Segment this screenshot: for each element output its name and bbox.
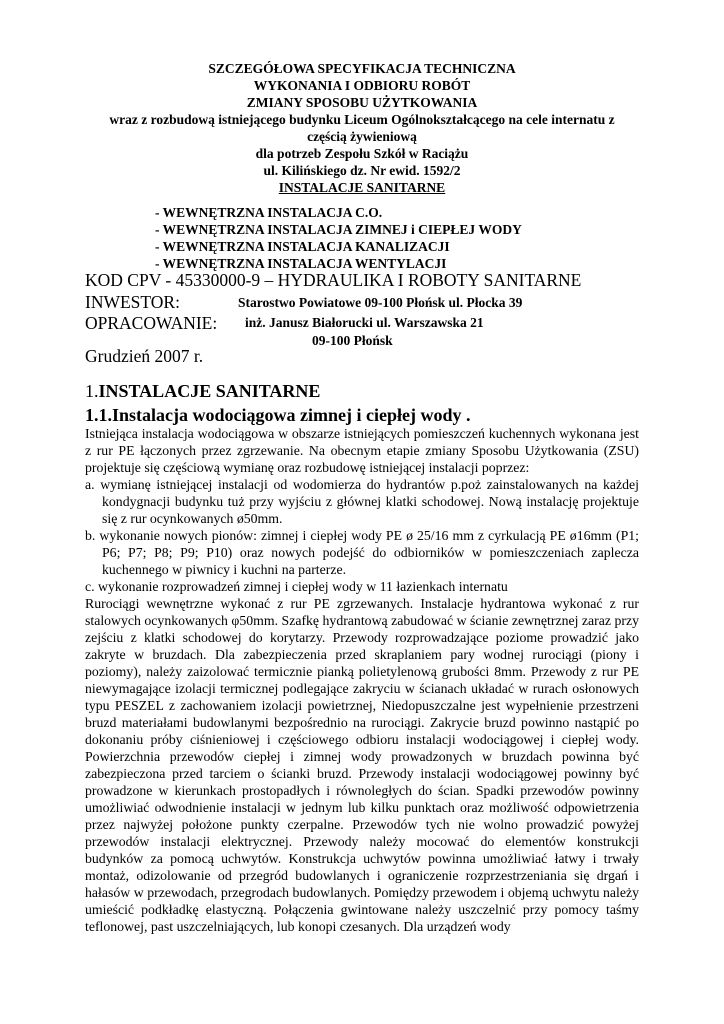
author-city: 09-100 Płońsk [312,333,393,348]
scope-item: - WEWNĘTRZNA INSTALACJA WENTYLACJI [155,256,447,271]
investor-value: Starostwo Powiatowe 09-100 Płońsk ul. Płocka 39 [238,295,523,310]
body-text [85,425,639,935]
author-value: inż. Janusz Białorucki ul. Warszawska 21 [245,315,484,330]
scope-item: - WEWNĘTRZNA INSTALACJA C.O. [155,205,383,220]
section-number: 1. [85,381,99,401]
author-label: OPRACOWANIE: [85,313,218,333]
section-heading [85,380,320,402]
header-section-title: INSTALACJE SANITARNE [278,180,446,195]
header-line: SZCZEGÓŁOWA SPECYFIKACJA TECHNICZNA [208,61,516,76]
list-item: a. wymianę istniejącej instalacji od wodomierza do hydrantów p.poż zainstalowanych na każdej kondygnacji budynku tuż przy wyjściu z głównej klatki schodowej. Nową instalację projektuje się z rur ocynkowanych ø50mm. [85,477,639,526]
header-line: ul. Kilińskiego dz. Nr ewid. 1592/2 [263,163,461,178]
header-line: wraz z rozbudową istniejącego budynku Liceum Ogólnokształcącego na cele internatu z [109,112,615,127]
main-paragraph: Rurociągi wewnętrzne wykonać z rur PE zgrzewanych. Instalacje hydrantowa wykonać z rur stalowych ocynkowanych φ50mm. Szafkę hydrantową zabudować w ścianie zewnętrznej zaraz przy zejściu z klatki schodowej do korytarzy. Przewody rozprowadzające poziome prowadzić jako zakryte w bruzdach. Dla zabezpieczenia przed skraplaniem pary wodnej rurociągi (piony i poziomy), należy zaizolować termicznie pianką polietylenową grubości 8mm. Przewody z rur PE niewymagające izolacji termicznej podlegające zakryciu w ścianach układać w rurach osłonowych typu PESZEL z zachowaniem izolacji powietrznej, Niedopuszczalne jest wypełnienie przestrzeni bruzd materiałami budowlanymi bezpośrednio na rurociągi. Zakrycie bruzd powinno nastąpić po dokonaniu próby ciśnieniowej i częściowego odbioru instalacji wodociągowej i ciepłej wody. Powierzchnia przewodów ciepłej i zimnej wody prowadzonych w bruzdach powinna być zabezpieczona przed tarciem o ścianki bruzd. Przewody instalacji wodociągowej powinny być prowadzone w kierunkach prostopadłych i równoległych do ścian. Spadki przewodów powinny umożliwiać odwodnienie instalacji w jednym lub kilku punktach oraz możliwość odpowietrzenia przez najwyżej położone punkty czerpalne. Przewodów tych nie wolno prowadzić powyżej przewodów instalacji elektrycznej. Przewody należy mocować do elementów konstrukcji budynków za pomocą uchwytów. Konstrukcja uchwytów powinna umożliwiać łatwy i trwały montaż, odizolowanie od przegród budowlanych i ograniczenie rozprzestrzeniania się drgań i hałasów w przewodach, przegrodach budowlanych. Pomiędzy przewodem i objemą uchwytu należy umieścić podkładkę elastyczną. Połączenia gwintowane należy uszczelnić przy pomocy taśmy teflonowej, past uszczelniających, lub konopi czesanych. Dla urządzeń wody [85,596,639,934]
document-date: Grudzień 2007 r. [85,346,204,366]
investor-label: INWESTOR: [85,292,180,312]
cpv-code: KOD CPV - 45330000-9 – HYDRAULIKA I ROBOTY SANITARNE [85,270,582,290]
scope-item: - WEWNĘTRZNA INSTALACJA ZIMNEJ i CIEPŁEJ WODY [155,222,522,237]
list-item: b. wykonanie nowych pionów: zimnej i ciepłej wody PE ø 25/16 mm z cyrkulacją PE ø16mm (P1; P6; P7; P8; P9; P10) oraz nowych podejść do odbiorników w pomieszczeniach zaplecza kuchennego w piwnicy i kuchni na parterze. [85,528,639,577]
list-item: c. wykonanie rozprowadzeń zimnej i ciepłej wody w 11 łazienkach internatu [85,579,508,594]
header-line: częścią żywieniową [307,129,417,144]
scope-item: - WEWNĘTRZNA INSTALACJA KANALIZACJI [155,239,450,254]
header-line: dla potrzeb Zespołu Szkół w Raciążu [255,146,469,161]
intro-paragraph: Istniejąca instalacja wodociągowa w obszarze istniejących pomieszczeń kuchennych wykonana jest z rur PE łączonych przez zgrzewanie. Na obecnym etapie zmiany Sposobu Użytkowania (ZSU) projektuje się częściową wymianę oraz rozbudowę istniejącej instalacji poprzez: [85,426,639,475]
header-line: WYKONANIA I ODBIORU ROBÓT [253,78,471,93]
header-line: ZMIANY SPOSOBU UŻYTKOWANIA [246,95,478,110]
section-title: INSTALACJE SANITARNE [98,381,321,401]
subsection-heading: 1.1.Instalacja wodociągowa zimnej i ciepłej wody . [85,405,471,425]
